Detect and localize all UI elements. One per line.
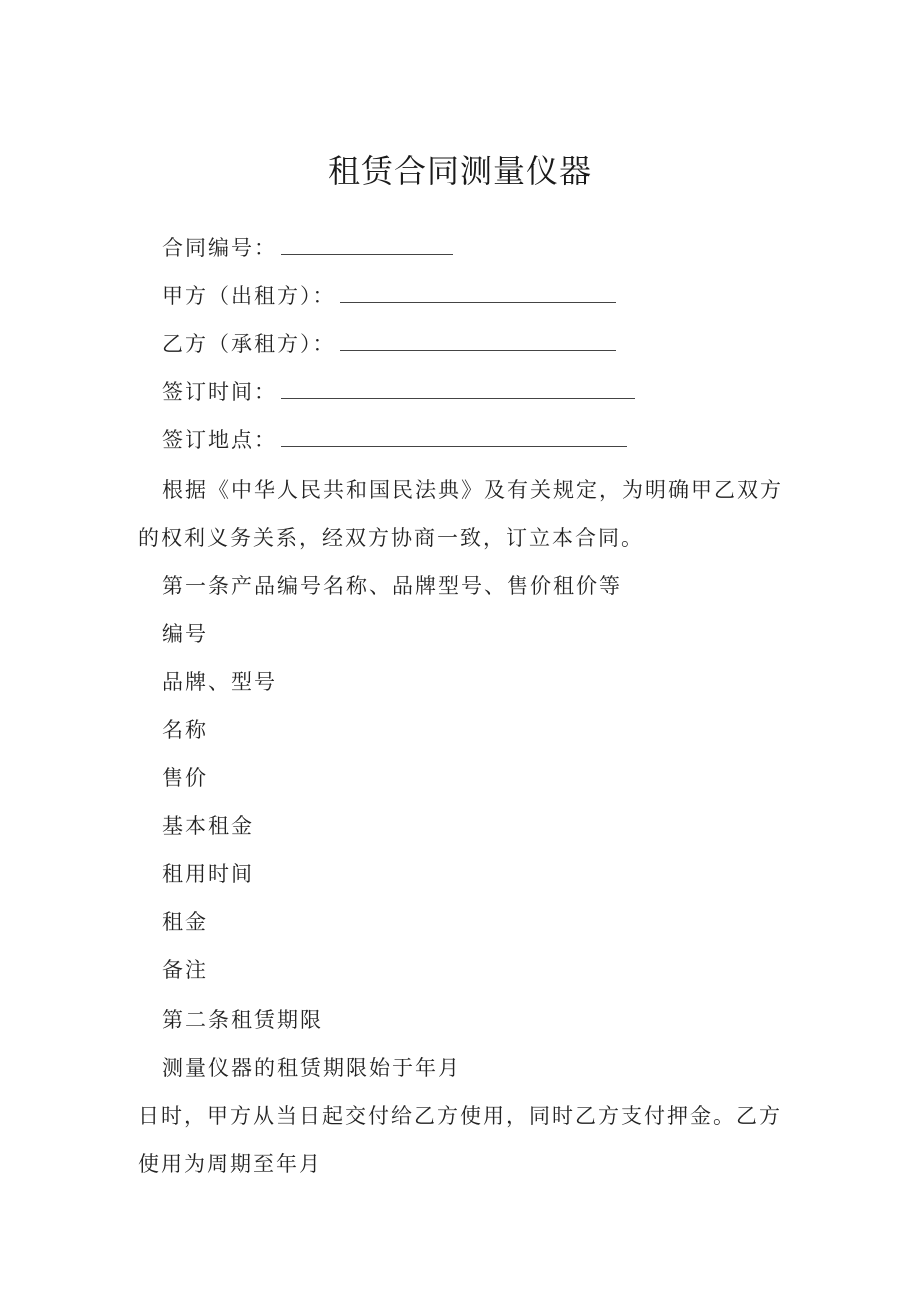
- article1-item: 租金: [162, 910, 208, 934]
- article2-line-2: 日时，甲方从当日起交付给乙方使用，同时乙方支付押金。乙方: [138, 1104, 782, 1128]
- article1-item: 名称: [162, 718, 208, 742]
- article1-item: 备注: [162, 958, 208, 982]
- document-title: 租赁合同测量仪器: [327, 152, 592, 190]
- article2-line-1: 测量仪器的租赁期限始于年月: [162, 1056, 461, 1080]
- contract-number-field: [162, 234, 453, 262]
- party-a-field: [162, 282, 616, 310]
- article1-heading: 第一条产品编号名称、品牌型号、售价租价等: [162, 574, 622, 598]
- signing-place-field: [162, 426, 627, 454]
- field-label: 签订地点：: [162, 428, 277, 452]
- article1-item: 售价: [162, 766, 208, 790]
- preamble-line-1: 根据《中华人民共和国民法典》及有关规定，为明确甲乙双方: [162, 478, 783, 502]
- field-label: 合同编号：: [162, 236, 277, 260]
- party-b-blank[interactable]: [340, 332, 616, 351]
- article1-item: 基本租金: [162, 814, 254, 838]
- signing-place-blank[interactable]: [281, 428, 627, 447]
- party-a-blank[interactable]: [340, 284, 616, 303]
- preamble-line-2: 的权利义务关系，经双方协商一致，订立本合同。: [138, 526, 644, 550]
- field-label: 乙方（承租方）：: [162, 332, 336, 356]
- field-label: 签订时间：: [162, 380, 277, 404]
- article2-line-3: 使用为周期至年月: [138, 1152, 322, 1176]
- article1-item: 品牌、型号: [162, 670, 277, 694]
- article1-item: 编号: [162, 622, 208, 646]
- contract-number-blank[interactable]: [281, 236, 453, 255]
- party-b-field: [162, 330, 616, 358]
- signing-time-field: [162, 378, 635, 406]
- signing-time-blank[interactable]: [281, 380, 635, 399]
- field-label: 甲方（出租方）：: [162, 284, 336, 308]
- article1-item: 租用时间: [162, 862, 254, 886]
- article2-heading: 第二条租赁期限: [162, 1008, 323, 1032]
